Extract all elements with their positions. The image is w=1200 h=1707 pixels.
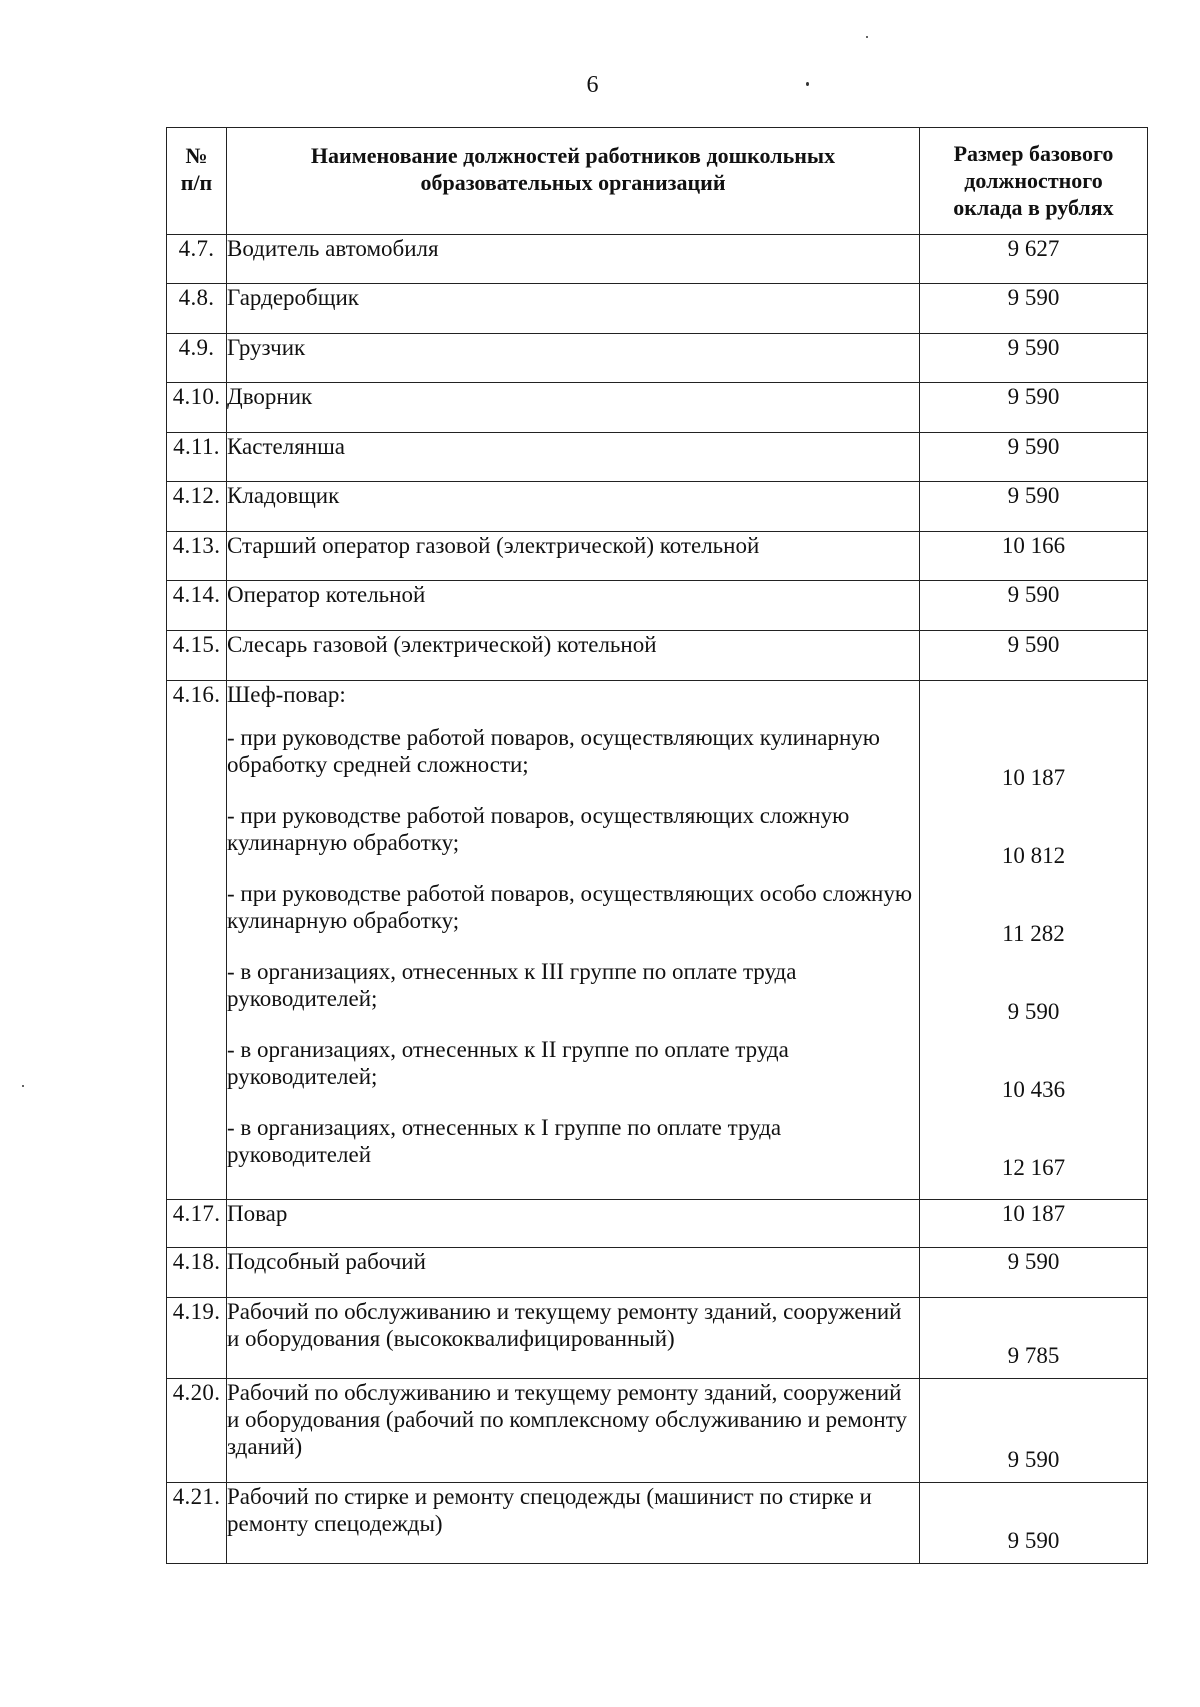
row-salary: 9 590 bbox=[920, 1483, 1148, 1564]
row-salary: 9 590 bbox=[920, 433, 1148, 482]
row-salary: 9 627 bbox=[920, 235, 1148, 284]
row-position-name: Старший оператор газовой (электрической) котельной bbox=[227, 532, 920, 581]
row-position-name: Шеф-повар: bbox=[227, 682, 346, 707]
row-number: 4.8. bbox=[167, 284, 227, 334]
chef-subitem-salary: 11 282 bbox=[1002, 921, 1065, 946]
header-position-name: Наименование должностей работников дошкольных образовательных организаций bbox=[227, 128, 920, 235]
chef-subitem: - в организациях, отнесенных к II группе по оплате труда руководителей; bbox=[227, 1037, 789, 1089]
row-salary: 9 590 bbox=[920, 631, 1148, 681]
table-row bbox=[167, 284, 1148, 334]
row-position-name: Подсобный рабочий bbox=[227, 1248, 920, 1298]
row-number: 4.19. bbox=[167, 1298, 227, 1379]
page-number: 6 bbox=[586, 72, 599, 98]
scan-speck bbox=[22, 1085, 24, 1087]
row-number: 4.20. bbox=[167, 1379, 227, 1483]
row-number: 4.14. bbox=[167, 581, 227, 631]
row-salary: 9 590 bbox=[920, 1379, 1148, 1483]
header-number: № п/п bbox=[167, 128, 227, 235]
row-number: 4.9. bbox=[167, 334, 227, 383]
scan-speck bbox=[866, 36, 868, 38]
row-salary: 10 166 bbox=[920, 532, 1148, 581]
row-position-name: Слесарь газовой (электрической) котельной bbox=[227, 631, 920, 681]
row-position-name: Кастелянша bbox=[227, 433, 920, 482]
table-row bbox=[167, 235, 1148, 284]
chef-subitem-salary: 10 812 bbox=[1001, 843, 1066, 868]
chef-subitem: - в организациях, отнесенных к I группе по оплате труда руководителей bbox=[227, 1115, 782, 1167]
table-row bbox=[167, 532, 1148, 581]
table-row bbox=[167, 1379, 1148, 1483]
scan-speck bbox=[806, 82, 809, 86]
row-salary: 9 590 bbox=[920, 334, 1148, 383]
row-position-name: Оператор котельной bbox=[227, 581, 920, 631]
salary-table bbox=[166, 127, 1148, 1564]
table-row bbox=[167, 1483, 1148, 1564]
table-row bbox=[167, 433, 1148, 482]
chef-salary-cell bbox=[920, 681, 1148, 1200]
row-salary: 9 590 bbox=[920, 284, 1148, 334]
row-number: 4.15. bbox=[167, 631, 227, 681]
table-header-row bbox=[167, 128, 1148, 235]
row-position-name: Рабочий по стирке и ремонту спецодежды (машинист по стирке и ремонту спецодежды) bbox=[227, 1483, 920, 1564]
row-position-name: Рабочий по обслуживанию и текущему ремонту зданий, сооружений и оборудования (рабочий по комплексному обслуживанию и ремонту зданий) bbox=[227, 1379, 920, 1483]
table-row bbox=[167, 334, 1148, 383]
chef-subitem-salary: 12 167 bbox=[1001, 1155, 1066, 1180]
chef-subitem-salary: 9 590 bbox=[1007, 999, 1060, 1024]
row-salary: 9 785 bbox=[920, 1298, 1148, 1379]
table-row bbox=[167, 1248, 1148, 1298]
row-position-name: Водитель автомобиля bbox=[227, 235, 920, 284]
row-number: 4.7. bbox=[167, 235, 227, 284]
chef-subitem: - при руководстве работой поваров, осуществляющих особо сложную кулинарную обработку; bbox=[227, 881, 913, 933]
chef-subitem-salary: 10 436 bbox=[1001, 1077, 1066, 1102]
row-number: 4.11. bbox=[167, 433, 227, 482]
header-base-salary: Размер базового должностного оклада в рублях bbox=[920, 128, 1148, 235]
row-position-name: Грузчик bbox=[227, 334, 920, 383]
chef-subitem: - при руководстве работой поваров, осуществляющих сложную кулинарную обработку; bbox=[227, 803, 850, 855]
table-row bbox=[167, 482, 1148, 532]
row-position-name: Повар bbox=[227, 1200, 920, 1248]
row-number: 4.17. bbox=[167, 1200, 227, 1248]
chef-position-cell bbox=[227, 681, 920, 1200]
row-salary: 9 590 bbox=[920, 1248, 1148, 1298]
row-position-name: Гардеробщик bbox=[227, 284, 920, 334]
row-number: 4.13. bbox=[167, 532, 227, 581]
table-row bbox=[167, 581, 1148, 631]
table-row bbox=[167, 383, 1148, 433]
chef-subitem: - при руководстве работой поваров, осуществляющих кулинарную обработку средней сложности; bbox=[227, 725, 880, 777]
row-number: 4.12. bbox=[167, 482, 227, 532]
row-number: 4.16. bbox=[167, 681, 227, 1200]
chef-subitem: - в организациях, отнесенных к III группе по оплате труда руководителей; bbox=[227, 959, 797, 1011]
chef-subitem-salary: 10 187 bbox=[1001, 765, 1066, 790]
row-number: 4.21. bbox=[167, 1483, 227, 1564]
row-position-name: Рабочий по обслуживанию и текущему ремонту зданий, сооружений и оборудования (высококвалифицированный) bbox=[227, 1298, 920, 1379]
table-row-chef bbox=[167, 681, 1148, 1200]
table-row bbox=[167, 631, 1148, 681]
row-salary: 9 590 bbox=[920, 581, 1148, 631]
row-position-name: Кладовщик bbox=[227, 482, 920, 532]
row-number: 4.10. bbox=[167, 383, 227, 433]
row-position-name: Дворник bbox=[227, 383, 920, 433]
table-row bbox=[167, 1298, 1148, 1379]
row-salary: 9 590 bbox=[920, 482, 1148, 532]
row-number: 4.18. bbox=[167, 1248, 227, 1298]
row-salary: 10 187 bbox=[920, 1200, 1148, 1248]
row-salary: 9 590 bbox=[920, 383, 1148, 433]
table-row bbox=[167, 1200, 1148, 1248]
